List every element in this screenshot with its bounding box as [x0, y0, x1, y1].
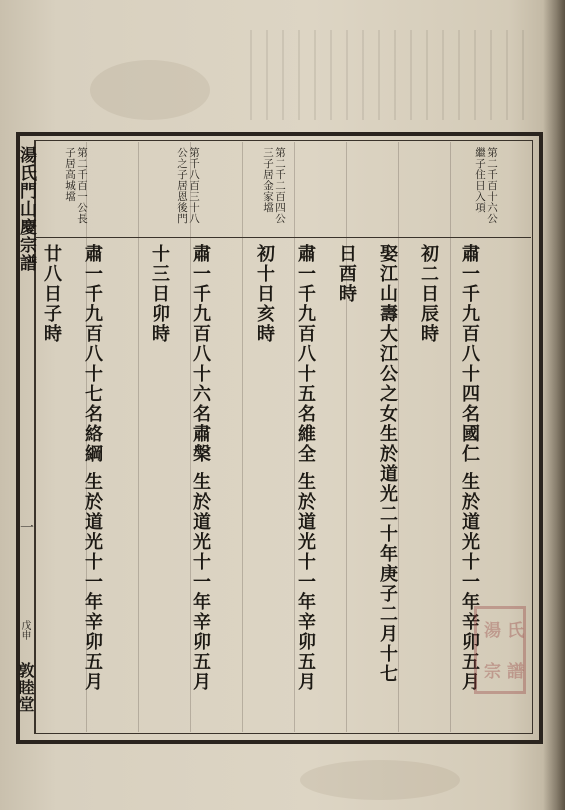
entry-line: 肅一千九百八十七名絡綱 生於道光十一年辛卯五月 [82, 244, 103, 693]
seal-char: 宗 [480, 662, 500, 679]
entry-line: 廿八日子時 [41, 244, 62, 344]
hall-name: 敦睦堂 [16, 662, 35, 713]
column-rule [398, 142, 399, 732]
paper-stain [300, 760, 460, 800]
seal-char: 氏 [503, 621, 523, 638]
binding-shadow [543, 0, 565, 810]
header-note: 第二千百一公長子居高城壋 [64, 147, 88, 224]
header-note: 第二千二百四公三子居金家壋 [262, 147, 286, 224]
seal-char: 譜 [503, 662, 523, 679]
genealogy-title: 湯氏門山慶宗譜 [16, 146, 36, 272]
hall-note: 戊申 [19, 620, 30, 640]
entry-line: 初十日亥時 [254, 244, 275, 344]
entry-line: 肅一千九百八十六名肅槃 生於道光十一年辛卯五月 [190, 244, 211, 693]
column-rule [138, 142, 139, 732]
entry-line: 日酉時 [336, 244, 357, 304]
header-note: 第千八百三十八公之子居恩後門 [176, 147, 200, 224]
column-rule [242, 142, 243, 732]
entry-line: 肅一千九百八十四名國仁 生於道光十一年辛卯五月 [459, 244, 480, 693]
seal-char: 湯 [480, 621, 500, 638]
red-seal-stamp [474, 606, 526, 694]
entry-line: 十三日卯時 [149, 244, 170, 344]
header-note: 第二千百十六公繼子住日入項 [474, 147, 498, 224]
entry-line: 肅一千九百八十五名維全 生於道光十一年辛卯五月 [295, 244, 316, 693]
page-number: 一 [18, 520, 34, 534]
paper-stain [90, 60, 210, 120]
entry-line: 初二日辰時 [418, 244, 439, 344]
bleed-through-area [250, 30, 530, 120]
column-rule [450, 142, 451, 732]
entry-line: 娶江山壽大江公之女生於道光二十年庚子二月十七 [377, 244, 398, 684]
